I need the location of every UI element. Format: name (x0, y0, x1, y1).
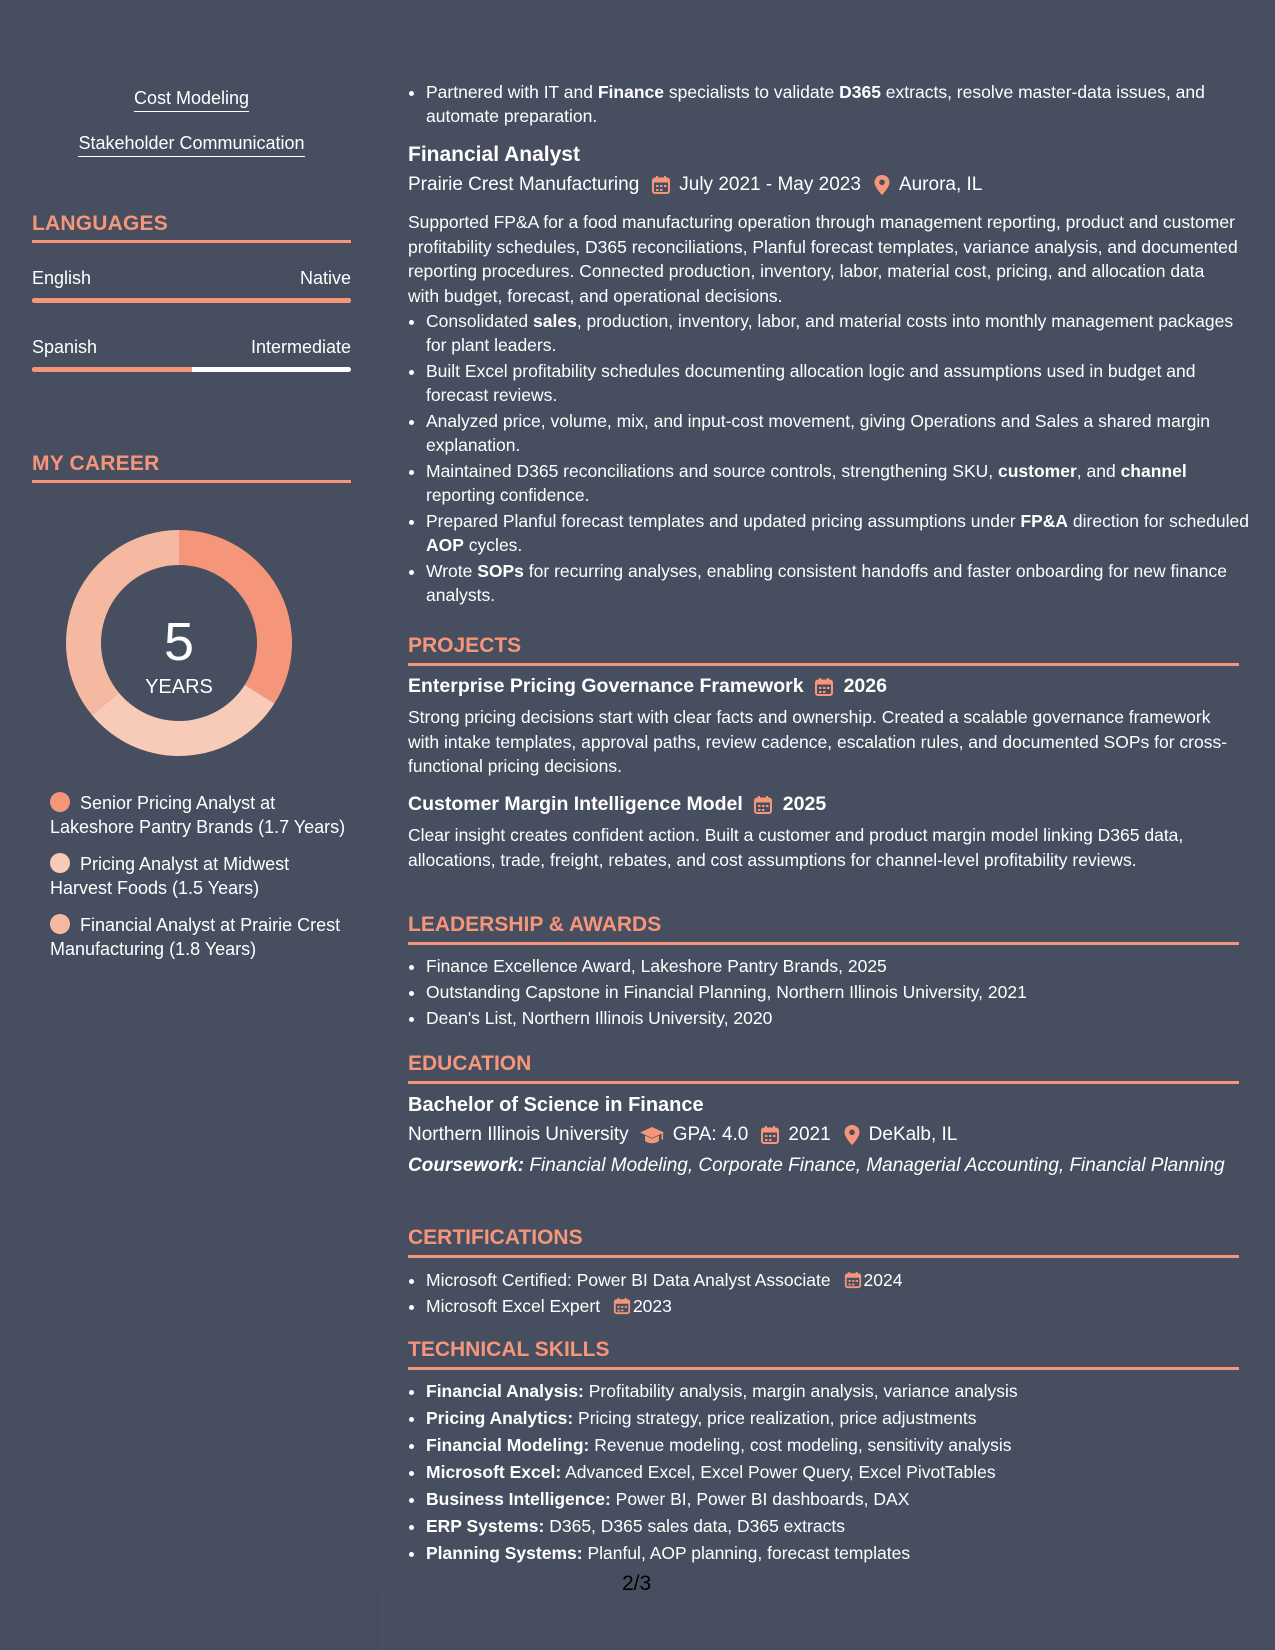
technical-skill-item: • Planning Systems: Planful, AOP planning, forecast templates (426, 1541, 1257, 1566)
legend-dot (50, 914, 70, 934)
language-name: English (32, 268, 92, 288)
bullet-item: • Partnered with IT and Finance specialists to validate D365 extracts, resolve master-data issues, and automate preparation. (426, 80, 1257, 128)
calendar-icon (651, 175, 671, 195)
technical-skill-item: • Microsoft Excel: Advanced Excel, Excel Power Query, Excel PivotTables (426, 1460, 1257, 1485)
award-item: • Dean's List, Northern Illinois University, 2020 (426, 1006, 1257, 1030)
awards-title: LEADERSHIP & AWARDS (408, 913, 1239, 945)
certification-item: • Microsoft Certified: Power BI Data Analyst Associate 2024 (426, 1268, 1257, 1292)
project-year: 2025 (782, 793, 827, 815)
job-location: Aurora, IL (898, 174, 983, 195)
project-description: Clear insight creates confident action. Built a customer and product margin model linking D365 data, allocations, trade, freight, rebates, and cost assumptions for channel-level profitability reviews. (408, 825, 1184, 870)
awards-list (408, 954, 1257, 1032)
career-legend-item: Senior Pricing Analyst at Lakeshore Pantry Brands (1.7 Years) (50, 793, 346, 837)
language-level: Intermediate (250, 337, 351, 357)
bullet-item: • Prepared Planful forecast templates and updated pricing assumptions under FP&A direction for scheduled AOP cycles. (426, 509, 1257, 557)
job-title: Financial Analyst (408, 143, 580, 166)
certification-item: • Microsoft Excel Expert 2023 (426, 1294, 1257, 1318)
job-dates: July 2021 - May 2023 (679, 174, 861, 195)
job-meta (408, 174, 982, 196)
location-pin-icon (843, 1124, 861, 1146)
technical-skills-title: TECHNICAL SKILLS (408, 1338, 1239, 1370)
projects-title: PROJECTS (408, 634, 1239, 666)
page-number: 2/3 (622, 1572, 652, 1595)
coursework: Coursework: Financial Modeling, Corporate Finance, Managerial Accounting, Financial Planning (408, 1155, 1225, 1176)
company-name: Prairie Crest Manufacturing (408, 174, 640, 195)
certification-year: 2024 (863, 1270, 903, 1290)
previous-job-bullets (408, 80, 1257, 130)
degree: Bachelor of Science in Finance (408, 1094, 704, 1116)
calendar-icon (844, 1271, 862, 1289)
career-total-unit: YEARS (145, 676, 213, 698)
graduation-cap-icon (639, 1125, 665, 1145)
skill-cost-modeling[interactable]: Cost Modeling (32, 88, 351, 112)
legend-dot (50, 792, 70, 812)
technical-skill-item: • Financial Analysis: Profitability analysis, margin analysis, variance analysis (426, 1379, 1257, 1404)
career-title: MY CAREER (32, 452, 351, 483)
bullet-item: • Maintained D365 reconciliations and source controls, strengthening SKU, customer, and channel reporting confidence. (426, 459, 1257, 507)
project-title: Customer Margin Intelligence Model 2025 (408, 793, 827, 815)
technical-skill-item: • Business Intelligence: Power BI, Power BI dashboards, DAX (426, 1487, 1257, 1512)
job-summary: Supported FP&A for a food manufacturing operation through management reporting, product and customer profitability schedules, D365 reconciliations, Planful forecast templates, variance analysis, and documented reporting procedures. Connected production, inventory, labor, material cost, pricing, and allocation data with budget, forecast, and operational decisions. (408, 212, 1238, 306)
bullet-item: • Analyzed price, volume, mix, and input-cost movement, giving Operations and Sales a shared margin explanation. (426, 409, 1257, 457)
career-total-number: 5 (163, 612, 195, 672)
certification-year: 2023 (632, 1296, 672, 1316)
language-english (32, 268, 351, 303)
award-item: • Outstanding Capstone in Financial Planning, Northern Illinois University, 2021 (426, 980, 1257, 1004)
certifications-title: CERTIFICATIONS (408, 1226, 1239, 1258)
technical-skill-item: • Pricing Analytics: Pricing strategy, price realization, price adjustments (426, 1406, 1257, 1431)
calendar-icon (613, 1297, 631, 1315)
bullet-item: • Built Excel profitability schedules documenting allocation logic and assumptions used in budget and forecast reviews. (426, 359, 1257, 407)
graduation-year: 2021 (788, 1124, 831, 1145)
technical-skill-item: • ERP Systems: D365, D365 sales data, D365 extracts (426, 1514, 1257, 1539)
language-level-bar (32, 367, 351, 372)
bullet-item: • Wrote SOPs for recurring analyses, enabling consistent handoffs and faster onboarding for new finance analysts. (426, 559, 1257, 607)
language-level-bar (32, 298, 351, 303)
languages-title: LANGUAGES (32, 212, 351, 243)
project-description: Strong pricing decisions start with clear facts and ownership. Created a scalable governance framework with intake templates, approval paths, review cadence, escalation rules, and documented SOPs for cross-functional pricing decisions. (408, 707, 1228, 776)
career-legend (32, 791, 351, 974)
technical-skills-list (408, 1379, 1257, 1568)
project-year: 2026 (843, 675, 887, 697)
career-donut-chart (66, 530, 292, 756)
language-spanish (32, 337, 351, 372)
school-name: Northern Illinois University (408, 1124, 629, 1145)
column-divider (382, 1590, 383, 1650)
legend-dot (50, 853, 70, 873)
calendar-icon (753, 795, 773, 815)
language-level: Native (299, 268, 351, 288)
calendar-icon (760, 1125, 780, 1145)
career-legend-item: Pricing Analyst at Midwest Harvest Foods (1.5 Years) (50, 854, 290, 898)
coursework-label: Coursework: (408, 1155, 525, 1176)
education-location: DeKalb, IL (868, 1124, 958, 1145)
technical-skill-item: • Financial Modeling: Revenue modeling, cost modeling, sensitivity analysis (426, 1433, 1257, 1458)
bullet-item: • Consolidated sales, production, inventory, labor, and material costs into monthly management packages for plant leaders. (426, 309, 1257, 357)
language-name: Spanish (32, 337, 98, 357)
gpa: GPA: 4.0 (672, 1124, 749, 1145)
education-title: EDUCATION (408, 1052, 1239, 1084)
career-legend-item: Financial Analyst at Prairie Crest Manufacturing (1.8 Years) (50, 915, 341, 959)
certifications-list (408, 1268, 1257, 1320)
job-bullets (408, 309, 1257, 609)
education-meta (408, 1124, 957, 1146)
skill-stakeholder-communication[interactable]: Stakeholder Communication (32, 133, 351, 157)
award-item: • Finance Excellence Award, Lakeshore Pantry Brands, 2025 (426, 954, 1257, 978)
location-pin-icon (873, 174, 891, 196)
calendar-icon (814, 677, 834, 697)
project-title: Enterprise Pricing Governance Framework 2026 (408, 675, 887, 697)
